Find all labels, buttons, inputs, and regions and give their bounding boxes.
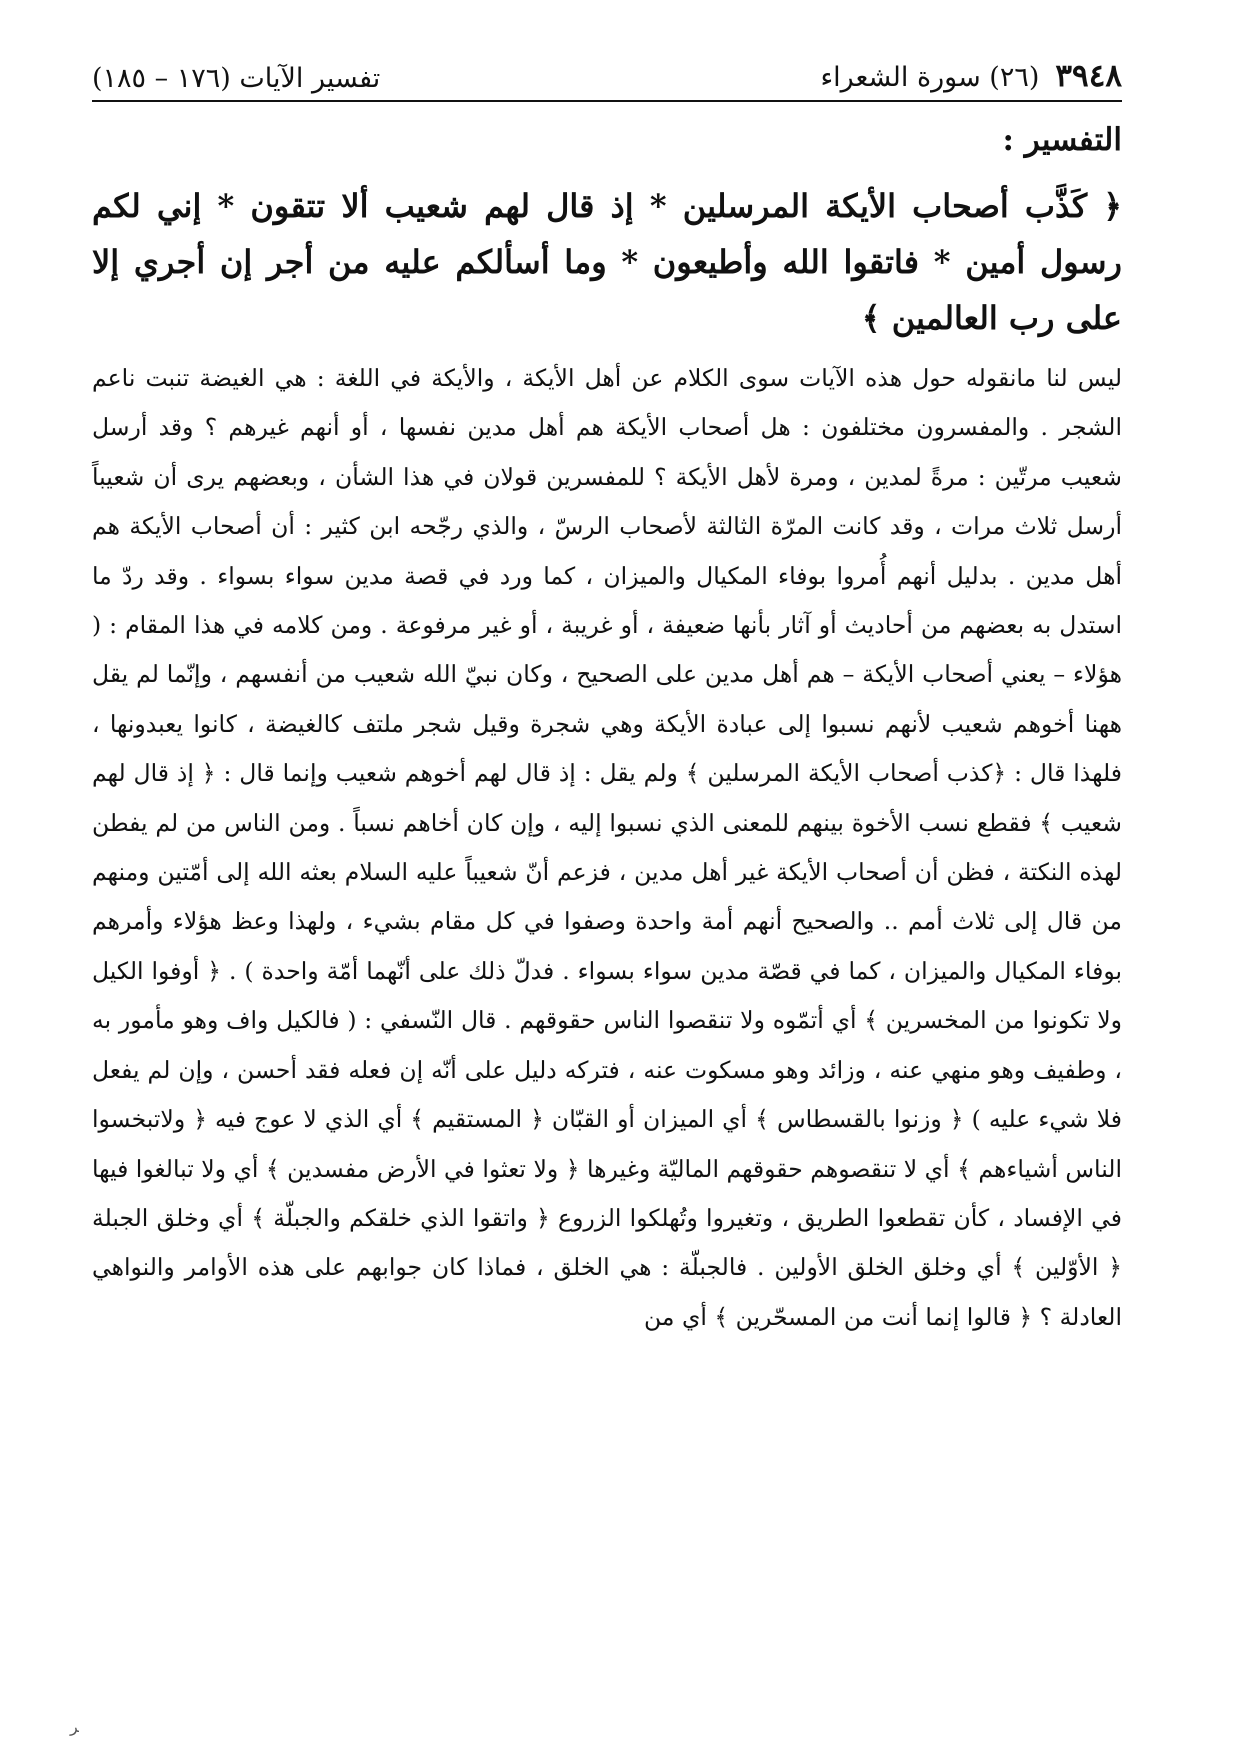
verse-range: تفسير الآيات (١٧٦ – ١٨٥) xyxy=(92,63,381,94)
running-header xyxy=(92,42,1122,100)
corner-mark: ﺮ xyxy=(70,1717,79,1736)
quran-verses: ﴿ كَذَّب أصحاب الأيكة المرسلين * إذ قال لهم شعيب ألا تتقون * إني لكم رسول أمين * فاتقوا الله وأطيعون * وما أسألكم عليه من أجر إن أجري إلا على رب العالمين ﴾ xyxy=(92,187,1122,337)
header-right xyxy=(820,58,1122,94)
sura-title: (٢٦) سورة الشعراء xyxy=(820,62,1040,93)
commentary-text: ليس لنا مانقوله حول هذه الآيات سوى الكلام عن أهل الأيكة ، والأيكة في اللغة : هي الغيضة تنبت ناعم الشجر . والمفسرون مختلفون : هل أصحاب الأيكة هم أهل مدين نفسها ، أو أنهم غيرهم ؟ وقد أرسل شعيب مرتّين : مرةً لمدين ، ومرة لأهل الأيكة ؟ للمفسرين قولان في هذا الشأن ، وبعضهم يرى أن شعيباً أرسل ثلاث مرات ، وقد كانت المرّة الثالثة لأصحاب الرسّ ، والذي رجّحه ابن كثير : أن أصحاب الأيكة هم أهل مدين . بدليل أنهم أُمروا بوفاء المكيال والميزان ، كما ورد في قصة مدين سواء بسواء . وقد ردّ ما استدل به بعضهم من أحاديث أو آثار بأنها ضعيفة ، أو غريبة ، أو غير مرفوعة . ومن كلامه في هذا المقام : ( هؤلاء – يعني أصحاب الأيكة – هم أهل مدين على الصحيح ، وكان نبيّ الله شعيب من أنفسهم ، وإنّما لم يقل ههنا أخوهم شعيب لأنهم نسبوا إلى عبادة الأيكة وهي شجرة وقيل شجر ملتف كالغيضة ، كانوا يعبدونها ، فلهذا قال : ﴿كذب أصحاب الأيكة المرسلين ﴾ ولم يقل : إذ قال لهم أخوهم شعيب وإنما قال : ﴿ إذ قال لهم شعيب ﴾ فقطع نسب الأخوة بينهم للمعنى الذي نسبوا إليه ، وإن كان أخاهم نسباً . ومن الناس من لم يفطن لهذه النكتة ، فظن أن أصحاب الأيكة غير أهل مدين ، فزعم أنّ شعيباً عليه السلام بعثه الله إلى أمّتين ومنهم من قال إلى ثلاث أمم .. والصحيح أنهم أمة واحدة وصفوا في كل مقام بشيء ، ولهذا وعظ هؤلاء وأمرهم بوفاء المكيال والميزان ، كما في قصّة مدين سواء بسواء . فدلّ ذلك على أنّهما أمّة واحدة ) . ﴿ أوفوا الكيل ولا تكونوا من المخسرين ﴾ أي أتمّوه ولا تنقصوا الناس حقوقهم . قال النّسفي : ( فالكيل واف وهو مأمور به ، وطفيف وهو منهي عنه ، وزائد وهو مسكوت عنه ، فتركه دليل على أنّه إن فعله فقد أحسن ، وإن لم يفعل فلا شيء عليه ) ﴿ وزنوا بالقسطاس ﴾ أي الميزان أو القبّان ﴿ المستقيم ﴾ أي الذي لا عوج فيه ﴿ ولاتبخسوا الناس أشياءهم ﴾ أي لا تنقصوهم حقوقهم الماليّة وغيرها ﴿ ولا تعثوا في الأرض مفسدين ﴾ أي ولا تبالغوا فيها في الإفساد ، كأن تقطعوا الطريق ، وتغيروا وتُهلكوا الزروع ﴿ واتقوا الذي خلقكم والجبلّة ﴾ أي وخلق الجبلة ﴿ الأوّلين ﴾ أي وخلق الخلق الأولين . فالجبلّة : هي الخلق ، فماذا كان جوابهم على هذه الأوامر والنواهي العادلة ؟ ﴿ قالوا إنما أنت من المسحّرين ﴾ أي من xyxy=(92,364,1122,1331)
page-number: ٣٩٤٨ xyxy=(1055,58,1122,94)
section-heading: التفسير : xyxy=(1002,122,1122,158)
header-rule xyxy=(92,100,1122,102)
